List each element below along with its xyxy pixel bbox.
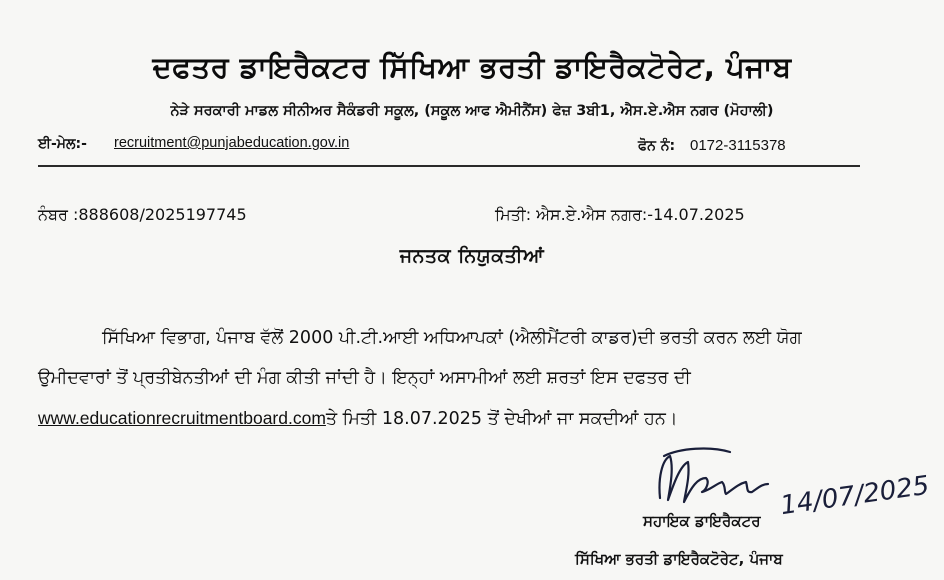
phone-number: 0172-3115378 — [690, 137, 786, 154]
header-divider — [38, 165, 860, 167]
notice-subject: ਜਨਤਕ ਨਿਯੁਕਤੀਆਂ — [399, 245, 545, 267]
website-link[interactable]: www.educationrecruitmentboard.com — [38, 408, 326, 428]
reference-number: ਨੰਬਰ :888608/2025197745 — [38, 205, 247, 224]
body-text-part1: ਸਿੱਖਿਆ ਵਿਭਾਗ, ਪੰਜਾਬ ਵੱਲੋਂ 2000 ਪੀ.ਟੀ.ਆਈ ਅਧਿਆਪਕਾਂ (ਐਲੀਮੈਂਟਰੀ ਕਾਡਰ)ਦੀ ਭਰਤੀ ਕਰਨ ਲਈ ਯੋਗ ਉਮੀਦਵਾਰਾਂ ਤੋਂ ਪ੍ਰਤੀਬੇਨਤੀਆਂ ਦੀ ਮੰਗ ਕੀਤੀ ਜਾਂਦੀ ਹੈ। ਇਨ੍ਹਾਂ ਅਸਾਮੀਆਂ ਲਈ ਸ਼ਰਤਾਂ ਇਸ ਦਫਤਰ ਦੀ — [38, 328, 802, 388]
signatory-office: ਸਿੱਖਿਆ ਭਰਤੀ ਡਾਇਰੈਕਟੋਰੇਟ, ਪੰਜਾਬ — [575, 550, 783, 568]
body-text-part2: ਤੇ ਮਿਤੀ 18.07.2025 ਤੋਂ ਦੇਖੀਆਂ ਜਾ ਸਕਦੀਆਂ ਹਨ। — [325, 409, 678, 429]
document-date: ਮਿਤੀ: ਐਸ.ਏ.ਐਸ ਨਗਰ:-14.07.2025 — [495, 205, 745, 224]
notice-body — [38, 318, 860, 439]
email-link[interactable]: recruitment@punjabeducation.gov.in — [114, 135, 350, 151]
signatory-designation: ਸਹਾਇਕ ਡਾਇਰੈਕਟਰ — [643, 512, 761, 530]
signature-date: 14/07/2025 — [778, 470, 932, 522]
phone-label: ਫੋਨ ਨੰ: — [638, 138, 676, 154]
office-address: ਨੇੜੇ ਸਰਕਾਰੀ ਮਾਡਲ ਸੀਨੀਅਰ ਸੈਕੰਡਰੀ ਸਕੂਲ, (ਸਕੂਲ ਆਫ ਐਮੀਨੈਂਸ) ਫੇਜ਼ 3ਬੀ1, ਐਸ.ਏ.ਐਸ ਨਗਰ (ਮੋਹਾਲੀ) — [170, 103, 774, 119]
office-title: ਦਫਤਰ ਡਾਇਰੈਕਟਰ ਸਿੱਖਿਆ ਭਰਤੀ ਡਾਇਰੈਕਟੋਰੇਟ, ਪੰਜਾਬ — [152, 50, 792, 84]
email-label: ਈ-ਮੇਲ:- — [38, 136, 87, 152]
